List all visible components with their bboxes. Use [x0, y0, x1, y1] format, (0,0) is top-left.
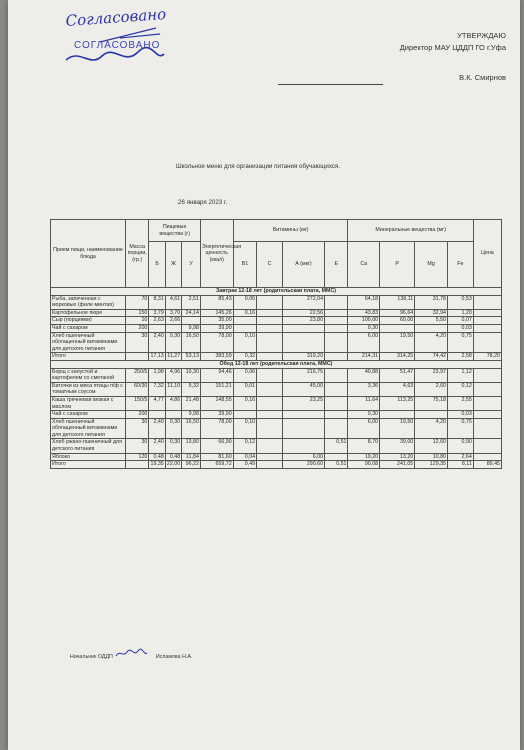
value-cell: 272,04 [282, 295, 324, 309]
value-cell: 4,63 [380, 382, 415, 396]
value-cell: 90,08 [348, 461, 380, 469]
value-cell: 113,25 [380, 396, 415, 410]
value-cell [473, 332, 501, 353]
value-cell: 19,20 [348, 453, 380, 461]
value-cell [325, 396, 348, 410]
value-cell: 6,00 [348, 332, 380, 353]
value-cell: 319,20 [282, 353, 324, 361]
header-dish: Прием пищи, наименование блюда [51, 220, 126, 288]
value-cell: 0,75 [448, 332, 474, 353]
value-cell: 16,50 [182, 332, 201, 353]
value-cell [325, 295, 348, 309]
approval-title: УТВЕРЖДАЮ [457, 31, 506, 40]
value-cell: 129,35 [415, 461, 448, 469]
value-cell: 30 [125, 418, 148, 439]
header-mass: Масса порции, (гр.) [125, 220, 148, 288]
section-row [51, 360, 502, 368]
value-cell: 2,64 [448, 453, 474, 461]
value-cell: 150 [125, 309, 148, 317]
dish-name-cell: Хлеб пшеничный обогащенный витаминами для детского питания [51, 418, 126, 439]
value-cell: 30 [125, 439, 148, 453]
value-cell [473, 418, 501, 439]
dish-name-cell: Хлеб ржано-пшеничный для детского питания [51, 439, 126, 453]
value-cell: 96,22 [182, 461, 201, 469]
value-cell: 7,32 [149, 382, 165, 396]
value-cell: 0,90 [448, 439, 474, 453]
value-cell [257, 353, 283, 361]
value-cell: 23,25 [282, 396, 324, 410]
value-cell: 23,97 [415, 368, 448, 382]
value-cell [257, 324, 283, 332]
section-row [51, 288, 502, 296]
value-cell: 0,30 [165, 332, 181, 353]
table-row [51, 295, 502, 309]
dish-name-cell: Чай с сахаром [51, 324, 126, 332]
value-cell: 19,35 [150, 461, 164, 468]
dish-name-cell: Биточки из мяса птицы п/ф с томатным соусом [51, 382, 126, 396]
value-cell: 0,32 [233, 353, 256, 361]
table-row [51, 461, 502, 469]
table-row [51, 353, 502, 361]
signature-line [278, 84, 383, 85]
approval-signer: В.К. Смирнов [459, 73, 506, 82]
table-row [51, 332, 502, 353]
value-cell: 89,45 [473, 461, 501, 469]
value-cell: 53,13 [182, 353, 201, 361]
value-cell: 290,60 [282, 461, 324, 469]
value-cell: 8,70 [348, 439, 380, 453]
value-cell: 11,27 [165, 353, 181, 361]
value-cell [473, 368, 501, 382]
value-cell [473, 396, 501, 410]
table-row [51, 368, 502, 382]
value-cell: 22,56 [282, 309, 324, 317]
value-cell: 9,98 [182, 324, 201, 332]
value-cell: 19,50 [380, 418, 415, 439]
dish-name-cell: Хлеб пшеничный обогащенный витаминами для детского питания [51, 332, 126, 353]
value-cell [473, 439, 501, 453]
value-cell [125, 353, 148, 361]
value-cell [282, 411, 324, 419]
value-cell: 214,31 [348, 353, 380, 361]
value-cell: 85,43 [200, 295, 233, 309]
value-cell: 11,64 [348, 396, 380, 410]
approval-stamp [60, 5, 172, 70]
value-cell: 4,20 [415, 418, 448, 439]
value-cell: 81,60 [200, 453, 233, 461]
value-cell [415, 324, 448, 332]
footer-signature [114, 648, 154, 660]
value-cell: 13,20 [380, 453, 415, 461]
value-cell [473, 453, 501, 461]
value-cell: 60,00 [380, 317, 415, 325]
subheader-col: Ж [165, 242, 181, 288]
value-cell: 0,30 [348, 411, 380, 419]
value-cell: 64,18 [348, 295, 380, 309]
value-cell: 2,55 [448, 396, 474, 410]
value-cell [257, 439, 283, 453]
value-cell: 78,20 [473, 353, 501, 361]
value-cell: 4,61 [165, 295, 181, 309]
subheader-col: А (мкг) [282, 242, 324, 288]
dish-name-cell: Итого [51, 461, 126, 469]
value-cell: 2,40 [149, 439, 165, 453]
value-cell [233, 324, 256, 332]
value-cell: 0,03 [448, 411, 474, 419]
dish-name-cell: Рыба, запеченная с морковью (филе минтая) [51, 295, 126, 309]
value-cell: 0,10 [233, 332, 256, 353]
header-price: Цена [473, 220, 501, 288]
value-cell [149, 324, 165, 332]
table-row [51, 418, 502, 439]
table-row [51, 439, 502, 453]
value-cell: 0,30 [165, 439, 181, 453]
value-cell [473, 324, 501, 332]
value-cell [257, 453, 283, 461]
value-cell: 35,00 [200, 317, 233, 325]
value-cell: 2,60 [415, 382, 448, 396]
value-cell: 145,26 [200, 309, 233, 317]
value-cell [325, 411, 348, 419]
value-cell: 17,13 [150, 353, 164, 360]
value-cell: 0,12 [448, 382, 474, 396]
value-cell: 0,48 [165, 453, 181, 461]
value-cell [473, 309, 501, 317]
value-cell: 51,47 [380, 368, 415, 382]
value-cell [473, 317, 501, 325]
value-cell: 0,12 [233, 439, 256, 453]
document-page [8, 0, 520, 750]
value-cell: 40,88 [348, 368, 380, 382]
value-cell [257, 461, 283, 469]
value-cell [380, 324, 415, 332]
value-cell: 78,00 [200, 418, 233, 439]
value-cell: 0,49 [233, 461, 256, 469]
value-cell: 3,36 [348, 382, 380, 396]
value-cell: 39,90 [200, 324, 233, 332]
value-cell: 43,83 [348, 309, 380, 317]
value-cell: 45,00 [282, 382, 324, 396]
value-cell: 4,20 [415, 332, 448, 353]
value-cell: 70 [125, 295, 148, 309]
subheader-col: Са [348, 242, 380, 288]
table-row [51, 317, 502, 325]
value-cell [257, 309, 283, 317]
value-cell: 0,06 [233, 368, 256, 382]
value-cell [149, 411, 165, 419]
value-cell: 16,50 [182, 418, 201, 439]
value-cell: 2,63 [149, 317, 165, 325]
value-cell [325, 353, 348, 361]
value-cell: 22,00 [166, 461, 181, 468]
value-cell [125, 461, 148, 469]
dish-name-cell: Чай с сахаром [51, 411, 126, 419]
value-cell: 0,30 [348, 324, 380, 332]
value-cell: 12,60 [415, 439, 448, 453]
subheader-col: Б [149, 242, 165, 288]
document-title: Школьное меню для организации питания обучающихся. [175, 163, 341, 170]
value-cell: 11,84 [182, 453, 201, 461]
value-cell [282, 439, 324, 453]
value-cell [325, 368, 348, 382]
subheader-col: У [182, 242, 201, 288]
dish-name-cell: Яблоко [51, 453, 126, 461]
value-cell: 10 [125, 317, 148, 325]
value-cell: 39,00 [380, 439, 415, 453]
header-minerals: Минеральные вещества (мг) [348, 220, 473, 242]
value-cell [257, 418, 283, 439]
value-cell: 0,16 [233, 396, 256, 410]
value-cell: 5,50 [415, 317, 448, 325]
value-cell: 2,66 [165, 317, 181, 325]
table-row [51, 396, 502, 410]
dish-name-cell: Картофельное пюре [51, 309, 126, 317]
value-cell: 21,48 [182, 396, 201, 410]
value-cell [325, 418, 348, 439]
value-cell: 383,59 [200, 353, 233, 361]
value-cell: 138,11 [380, 295, 415, 309]
section-title: Завтрак 12-18 лет (родительская плата, ММС) [51, 288, 502, 296]
value-cell: 96,64 [380, 309, 415, 317]
header-vitamins: Витамины (мг) [233, 220, 348, 242]
value-cell [325, 317, 348, 325]
value-cell: 100,00 [348, 317, 380, 325]
dish-name-cell: Каша гречневая вязкая с маслом [51, 396, 126, 410]
approval-block [306, 30, 506, 84]
table-row [51, 309, 502, 317]
subheader-col: Fe [448, 242, 474, 288]
value-cell: 200 [125, 324, 148, 332]
value-cell: 10,80 [415, 453, 448, 461]
value-cell: 5,32 [182, 382, 201, 396]
value-cell [233, 411, 256, 419]
value-cell [380, 411, 415, 419]
value-cell: 2,40 [149, 332, 165, 353]
value-cell: 250/5 [125, 368, 148, 382]
table-row [51, 324, 502, 332]
value-cell: 4,77 [149, 396, 165, 410]
value-cell: 241,05 [380, 461, 415, 469]
value-cell: 75,18 [415, 396, 448, 410]
dish-name-cell: Итого [51, 353, 126, 361]
value-cell: 74,42 [415, 353, 448, 361]
value-cell [325, 382, 348, 396]
value-cell: 0,51 [325, 439, 348, 453]
value-cell [473, 295, 501, 309]
value-cell: 2,51 [182, 295, 201, 309]
subheader-col: С [257, 242, 283, 288]
approval-position: Директор МАУ ЦДДП ГО г.Уфа [399, 43, 506, 52]
subheader-col: Е [325, 242, 348, 288]
value-cell: 6,00 [282, 453, 324, 461]
value-cell [473, 411, 501, 419]
value-cell: 19,50 [380, 332, 415, 353]
value-cell: 8,11 [448, 461, 474, 469]
value-cell: 314,25 [380, 353, 415, 361]
value-cell: 0,30 [165, 418, 181, 439]
value-cell: 2,40 [149, 418, 165, 439]
footer-label: Начальник ОДДП [70, 654, 113, 660]
table-row [51, 382, 502, 396]
value-cell [257, 317, 283, 325]
value-cell: 30 [125, 332, 148, 353]
value-cell: 23,80 [282, 317, 324, 325]
value-cell: 0,75 [448, 418, 474, 439]
dish-name-cell: Сыр (порциями) [51, 317, 126, 325]
value-cell: 13,80 [182, 439, 201, 453]
value-cell: 0,51 [325, 461, 348, 469]
section-title: Обед 12-18 лет (родительская плата, ММС) [51, 360, 502, 368]
svg-text:Согласовано: Согласовано [65, 5, 167, 30]
value-cell [325, 324, 348, 332]
value-cell: 0,01 [233, 382, 256, 396]
value-cell [182, 317, 201, 325]
value-cell: 31,78 [415, 295, 448, 309]
value-cell [257, 332, 283, 353]
value-cell [257, 295, 283, 309]
value-cell: 151,21 [200, 382, 233, 396]
value-cell [325, 309, 348, 317]
value-cell: 659,72 [200, 461, 233, 469]
value-cell: 60/30 [125, 382, 148, 396]
value-cell: 148,55 [200, 396, 233, 410]
value-cell: 3,70 [165, 309, 181, 317]
value-cell [257, 411, 283, 419]
footer-name: Исламова Н.А. [155, 654, 193, 660]
value-cell [282, 324, 324, 332]
value-cell: 1,98 [149, 368, 165, 382]
table-row [51, 411, 502, 419]
value-cell: 150/5 [125, 396, 148, 410]
value-cell: 9,98 [182, 411, 201, 419]
value-cell: 120 [125, 453, 148, 461]
value-cell: 11,10 [165, 382, 181, 396]
value-cell: 3,79 [149, 309, 165, 317]
value-cell: 10,30 [182, 368, 201, 382]
table-row [51, 453, 502, 461]
value-cell: 1,20 [448, 309, 474, 317]
value-cell: 94,46 [200, 368, 233, 382]
dish-name-cell: Борщ с капустой и картофелем со сметаной [51, 368, 126, 382]
value-cell [257, 368, 283, 382]
value-cell: 4,96 [165, 368, 181, 382]
value-cell: 8,31 [149, 295, 165, 309]
value-cell [282, 418, 324, 439]
value-cell: 6,00 [348, 418, 380, 439]
value-cell [473, 382, 501, 396]
value-cell [257, 396, 283, 410]
value-cell: 0,16 [233, 309, 256, 317]
value-cell: 4,86 [165, 396, 181, 410]
value-cell [415, 411, 448, 419]
menu-date: 26 января 2023 г. [178, 199, 228, 206]
value-cell: 216,75 [282, 368, 324, 382]
value-cell: 0,04 [233, 453, 256, 461]
header-energy: Энергетическая ценность (ккал) [200, 220, 233, 288]
menu-table [50, 219, 502, 469]
value-cell [165, 411, 181, 419]
value-cell [257, 382, 283, 396]
footer [70, 648, 192, 660]
header-nutrients: Пищевые вещества (г) [149, 220, 201, 242]
value-cell: 66,90 [200, 439, 233, 453]
value-cell: 32,94 [415, 309, 448, 317]
value-cell [325, 453, 348, 461]
svg-text:СОГЛАСОВАНО: СОГЛАСОВАНО [74, 40, 161, 51]
value-cell: 2,58 [448, 353, 474, 361]
value-cell: 39,90 [200, 411, 233, 419]
value-cell: 0,53 [448, 295, 474, 309]
value-cell: 0,48 [149, 453, 165, 461]
value-cell [325, 332, 348, 353]
value-cell: 0,03 [448, 324, 474, 332]
value-cell [165, 324, 181, 332]
subheader-col: В1 [233, 242, 256, 288]
subheader-col: Р [380, 242, 415, 288]
value-cell: 200 [125, 411, 148, 419]
value-cell: 0,10 [233, 418, 256, 439]
value-cell: 0,07 [448, 317, 474, 325]
value-cell: 0,06 [233, 295, 256, 309]
subheader-col: Mg [415, 242, 448, 288]
value-cell: 24,14 [182, 309, 201, 317]
value-cell [233, 317, 256, 325]
value-cell [282, 332, 324, 353]
value-cell: 78,00 [200, 332, 233, 353]
value-cell: 1,12 [448, 368, 474, 382]
